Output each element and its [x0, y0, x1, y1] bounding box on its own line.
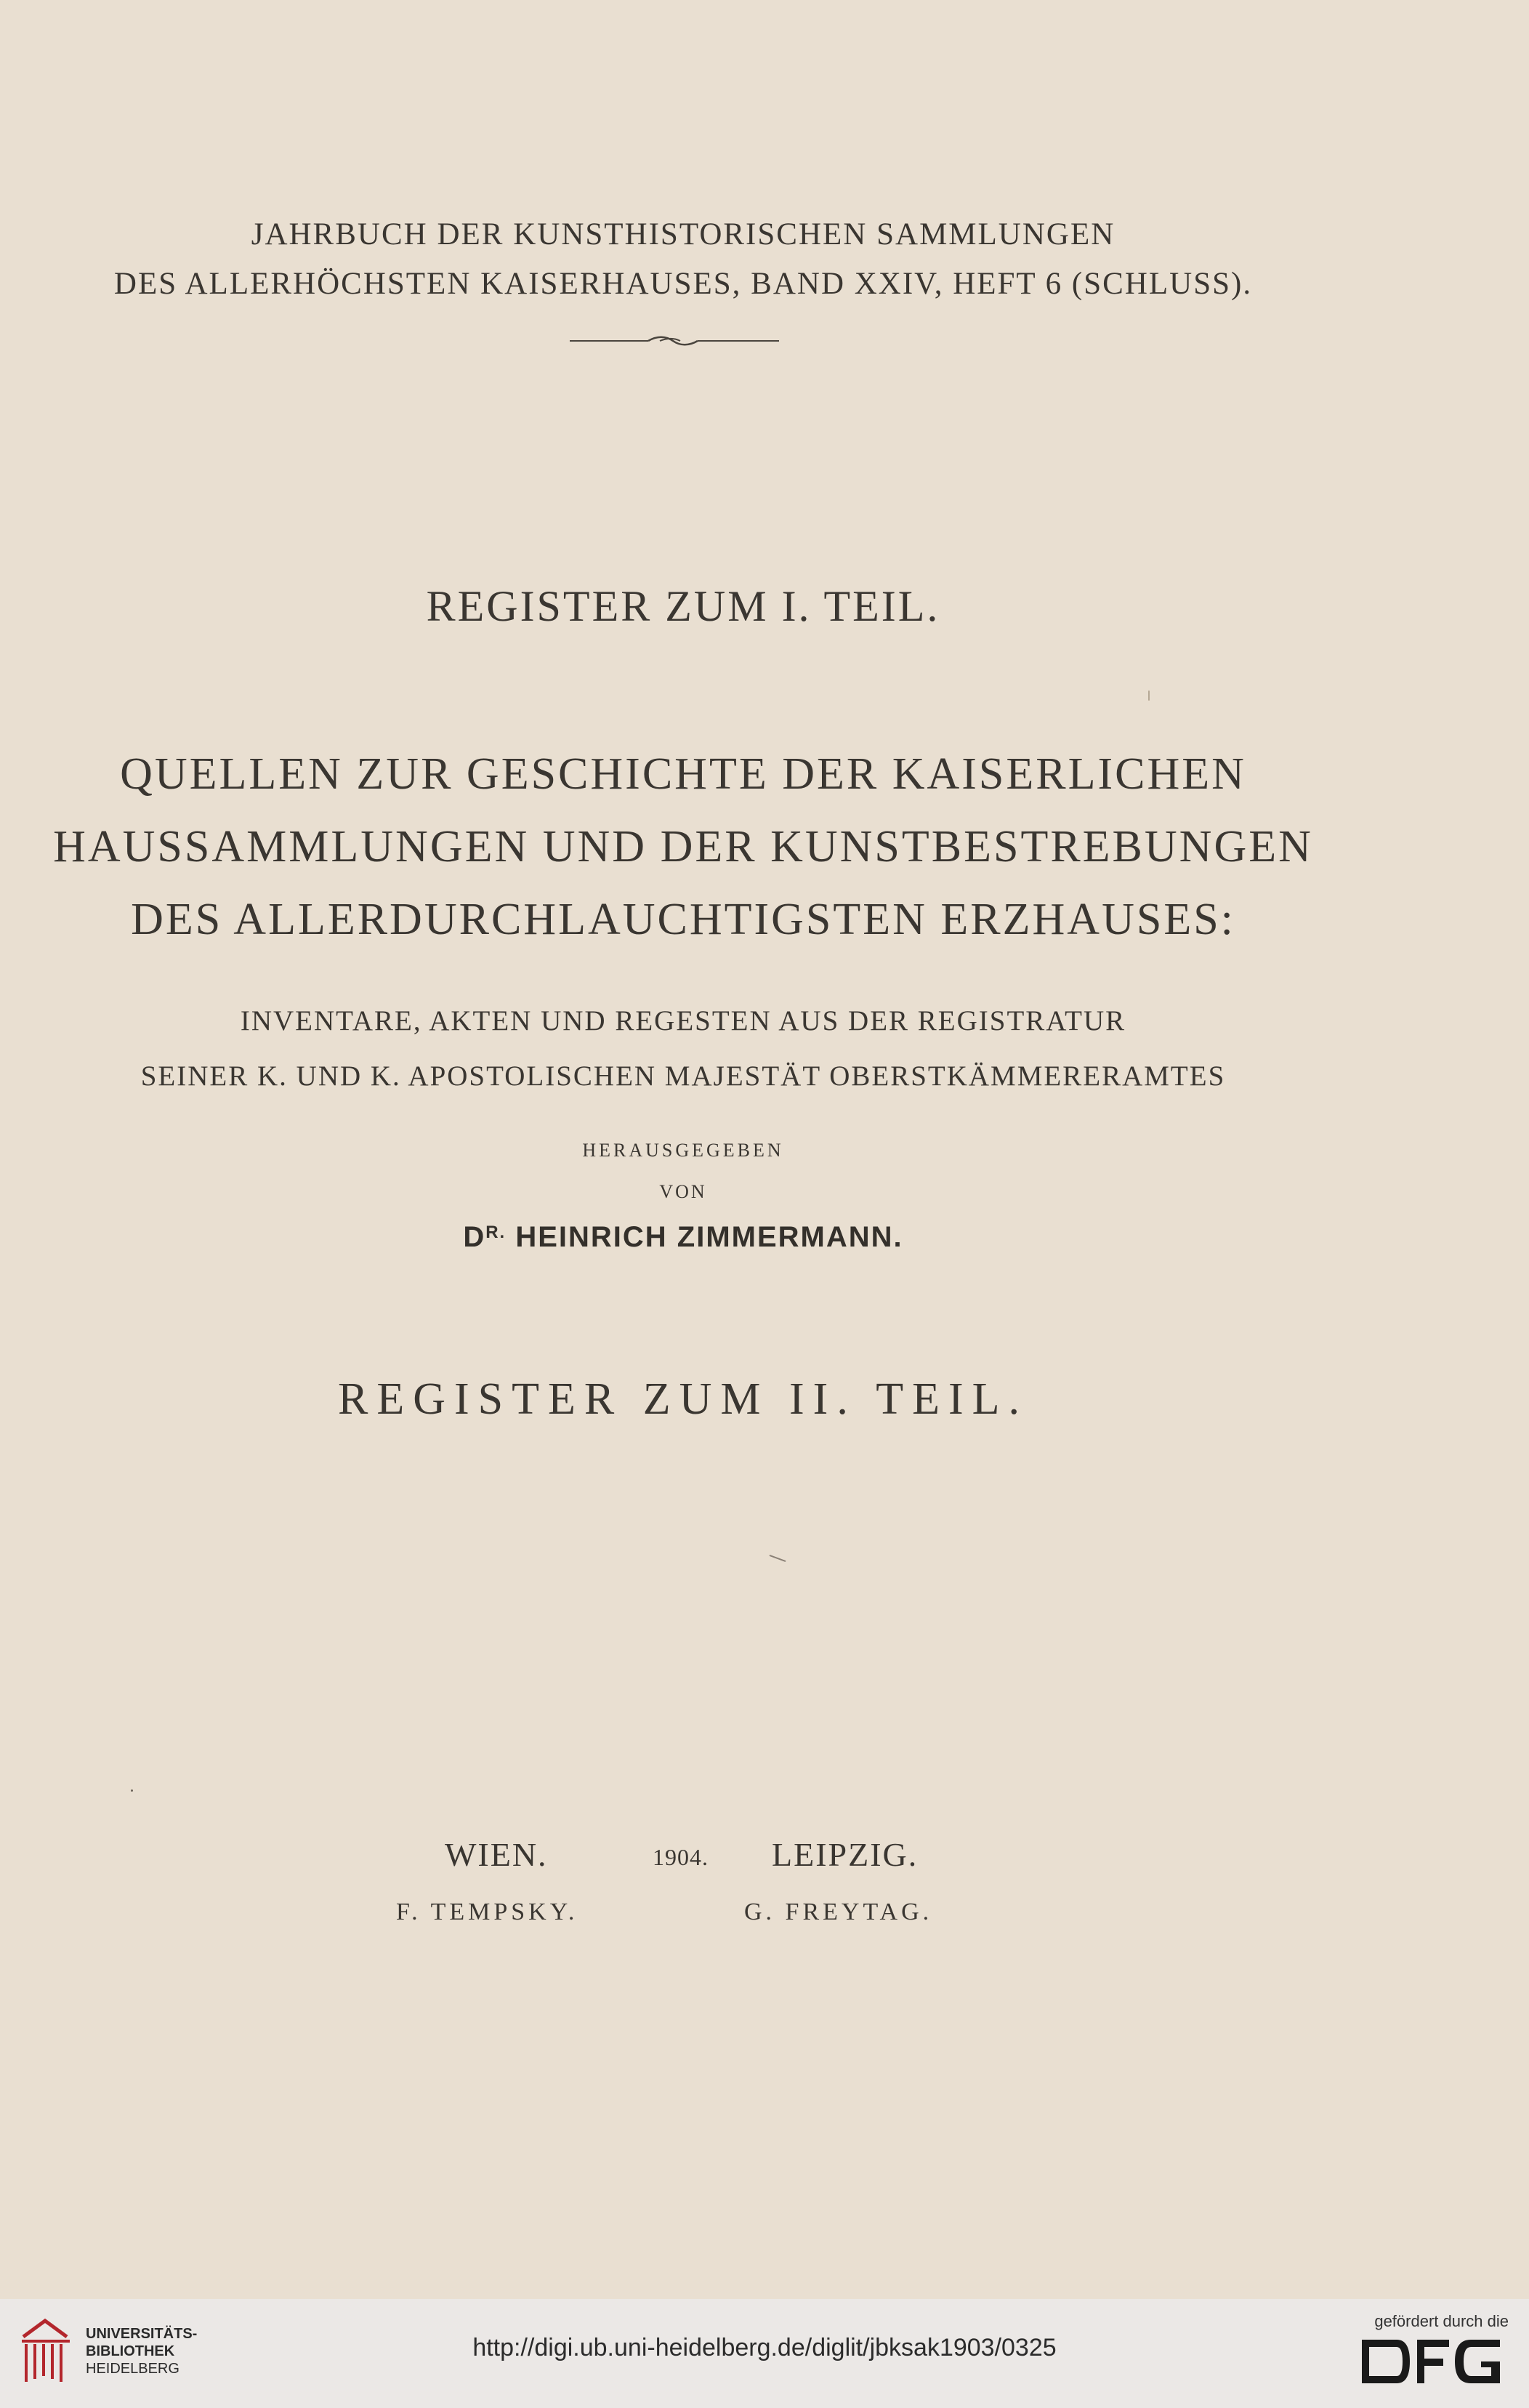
editor-title: D: [463, 1221, 486, 1253]
imprint-city-vienna: WIEN.: [445, 1836, 548, 1873]
editor-name: [0, 1221, 1366, 1254]
register-part-1-title: REGISTER ZUM I. TEIL.: [426, 582, 940, 630]
ornament-rule: [567, 331, 785, 350]
permalink-url[interactable]: http://digi.ub.uni-heidelberg.de/diglit/jbksak1903/0325: [472, 2334, 1057, 2361]
library-name-line-3: HEIDELBERG: [86, 2361, 179, 2377]
series-title-line-1: JAHRBUCH DER KUNSTHISTORISCHEN SAMMLUNGEN: [251, 217, 1116, 251]
paper-mark: [769, 1555, 786, 1562]
editor-title-superscript: R.: [485, 1223, 507, 1242]
dfg-logo-icon: [1362, 2335, 1507, 2388]
main-title-line-1: QUELLEN ZUR GESCHICHTE DER KAISERLICHEN: [120, 749, 1246, 799]
subtitle-line-2: SEINER K. UND K. APOSTOLISCHEN MAJESTÄT OBERSTKÄMMERERAMTES: [140, 1060, 1226, 1092]
imprint-publisher-freytag: G. FREYTAG.: [744, 1898, 933, 1925]
main-title-line-2: HAUSSAMMLUNGEN UND DER KUNSTBESTREBUNGEN: [53, 822, 1313, 871]
imprint-year: 1904.: [653, 1844, 709, 1870]
digitization-footer: [0, 2299, 1529, 2408]
library-name-line-1: UNIVERSITÄTS-: [86, 2326, 198, 2342]
funding-label: gefördert durch die: [1374, 2312, 1509, 2330]
subtitle-line-1: INVENTARE, AKTEN UND REGESTEN AUS DER REGISTRATUR: [240, 1005, 1126, 1036]
edited-label: HERAUSGEGEBEN: [582, 1140, 784, 1161]
paper-speck: [131, 1789, 133, 1792]
register-part-2-title: REGISTER ZUM II. TEIL.: [338, 1374, 1028, 1424]
imprint-city-leipzig: LEIPZIG.: [772, 1836, 919, 1873]
by-label: VON: [659, 1181, 707, 1202]
library-name-line-2: BIBLIOTHEK: [86, 2343, 175, 2359]
paper-mark: [1148, 690, 1150, 701]
imprint-publisher-tempsky: F. TEMPSKY.: [396, 1898, 578, 1925]
main-title-line-3: DES ALLERDURCHLAUCHTIGSTEN ERZHAUSES:: [131, 895, 1235, 944]
series-title-line-2: DES ALLERHÖCHSTEN KAISERHAUSES, BAND XXIV, HEFT 6 (SCHLUSS).: [113, 267, 1253, 301]
editor-full-name: HEINRICH ZIMMERMANN.: [515, 1221, 903, 1253]
